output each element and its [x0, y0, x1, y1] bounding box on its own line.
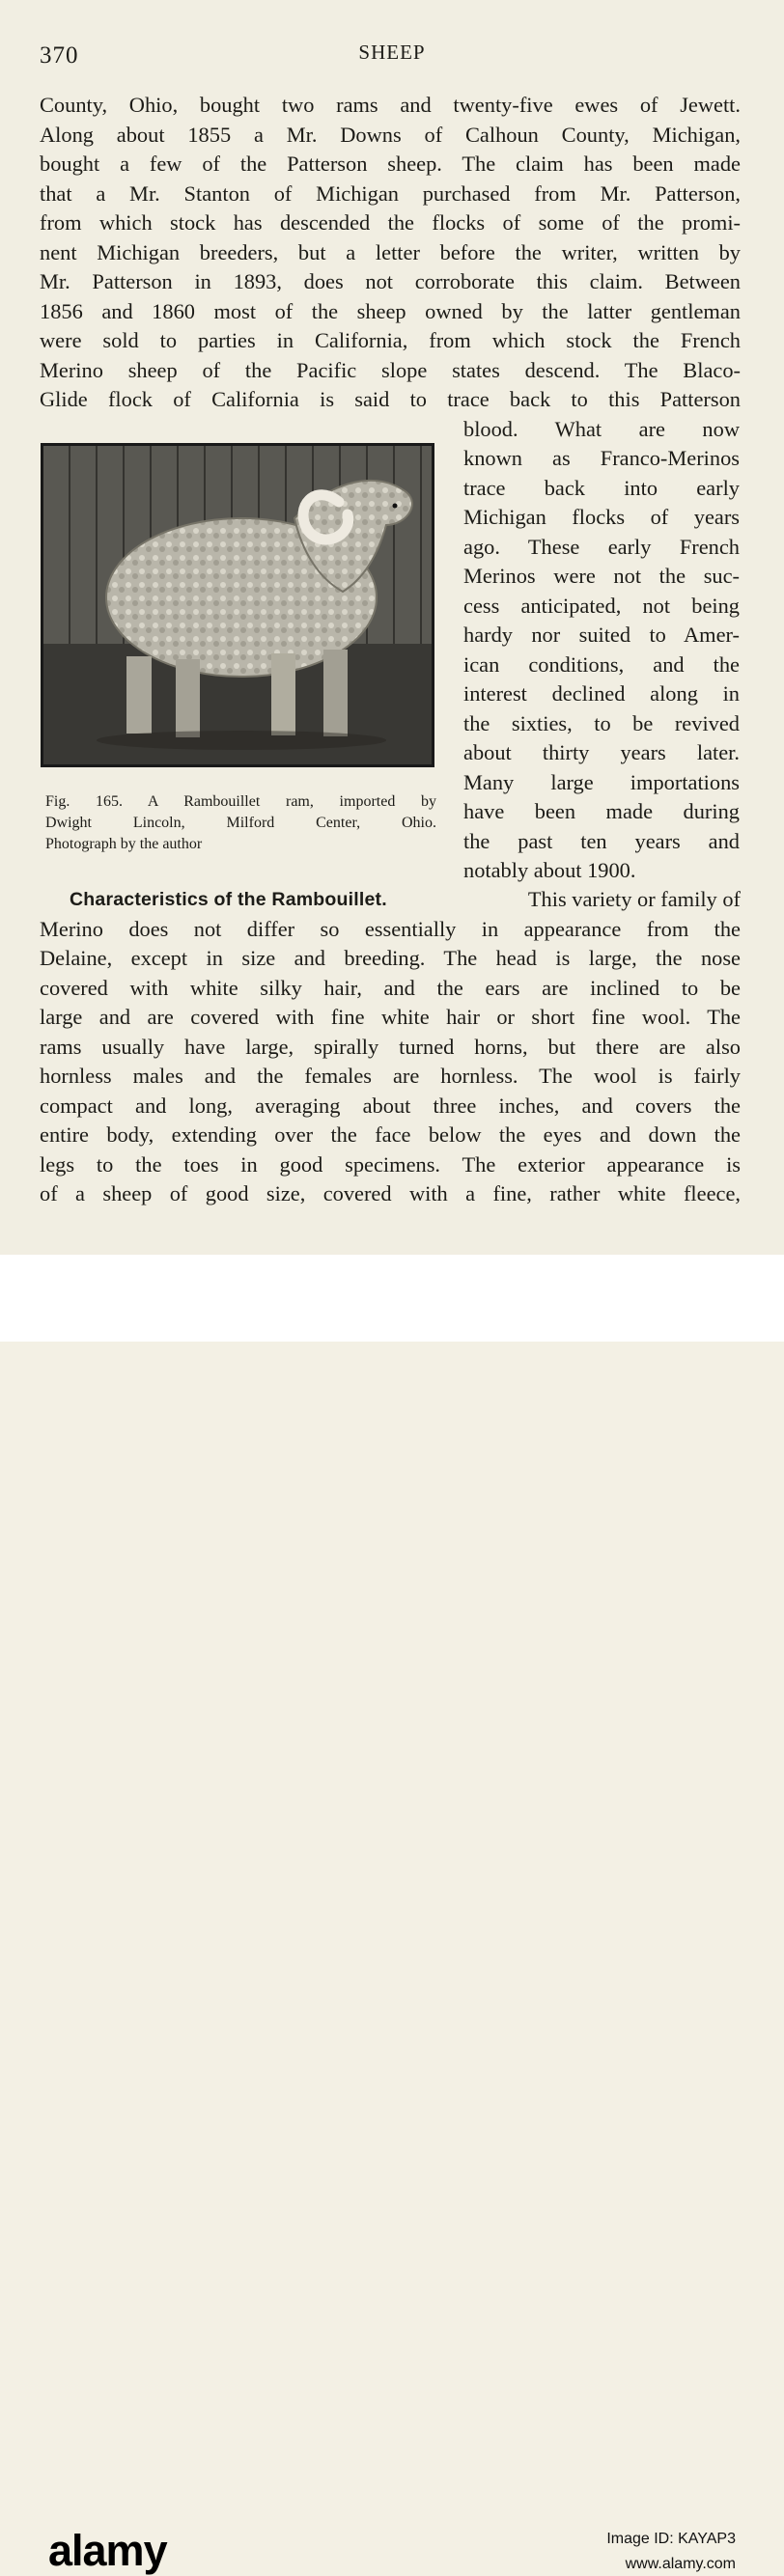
- side-column-line: known as Franco-Merinos: [463, 446, 740, 470]
- side-column-line: blood. What are now: [463, 417, 740, 441]
- body-line: of a sheep of good size, covered with a fine, rather white fleece,: [40, 1181, 741, 1205]
- body-line: legs to the toes in good specimens. The exterior appearance is: [40, 1152, 741, 1177]
- body-line: large and are covered with fine white hair or short fine wool. The: [40, 1005, 741, 1029]
- side-column-line: cess anticipated, not being: [463, 594, 740, 618]
- website-url: www.alamy.com: [625, 2556, 736, 2572]
- body-line: covered with white silky hair, and the ears are inclined to be: [40, 976, 741, 1000]
- figure-caption-line: Photograph by the author: [45, 836, 203, 852]
- body-line: rams usually have large, spirally turned horns, but there are also: [40, 1035, 741, 1059]
- side-column-line: Many large importations: [463, 770, 740, 794]
- rambouillet-ram-photograph: [41, 443, 434, 767]
- alamy-logo: alamy: [48, 2526, 167, 2575]
- section-start-line: [70, 885, 741, 914]
- body-line: entire body, extending over the face below the eyes and down the: [40, 1122, 741, 1147]
- body-line: Glide flock of California is said to trace back to this Patterson: [40, 387, 741, 411]
- figure-caption-line: Fig. 165. A Rambouillet ram, imported by: [45, 793, 436, 810]
- body-line: Merino sheep of the Pacific slope states descend. The Blaco-: [40, 358, 741, 382]
- body-line: compact and long, averaging about three inches, and covers the: [40, 1094, 741, 1118]
- body-line: 1856 and 1860 most of the sheep owned by the latter gentleman: [40, 299, 741, 323]
- stock-watermark-bar: [0, 1255, 784, 2575]
- side-column-line: the past ten years and: [463, 829, 740, 853]
- ram-photo-drawing: [43, 446, 432, 764]
- image-id: Image ID: KAYAP3: [606, 2531, 736, 2547]
- side-column-line: the sixties, to be revived: [463, 711, 740, 735]
- side-column-line: have been made during: [463, 799, 740, 823]
- body-line: nent Michigan breeders, but a letter before the writer, written by: [40, 240, 741, 264]
- figure-caption-line: Dwight Lincoln, Milford Center, Ohio.: [45, 815, 436, 831]
- side-column-line: hardy nor suited to Amer-: [463, 623, 740, 647]
- side-column-line: ican conditions, and the: [463, 652, 740, 677]
- running-head: SHEEP: [358, 41, 426, 64]
- section-heading: Characteristics of the Rambouillet.: [70, 889, 387, 910]
- body-line: Along about 1855 a Mr. Downs of Calhoun County, Michigan,: [40, 123, 741, 147]
- side-column-line: Michigan flocks of years: [463, 505, 740, 529]
- side-column-line: interest declined along in: [463, 681, 740, 706]
- body-line: Mr. Patterson in 1893, does not corroborate this claim. Between: [40, 269, 741, 293]
- side-column-line: notably about 1900.: [463, 858, 636, 882]
- section-first-text: This variety or family of: [527, 887, 741, 911]
- side-column-line: about thirty years later.: [463, 740, 740, 764]
- body-line: were sold to parties in California, from which stock the French: [40, 328, 741, 352]
- page-number: 370: [40, 42, 79, 69]
- body-line: County, Ohio, bought two rams and twenty-five ewes of Jewett.: [40, 93, 741, 117]
- body-line: hornless males and the females are hornless. The wool is fairly: [40, 1064, 741, 1088]
- body-line: bought a few of the Patterson sheep. The claim has been made: [40, 152, 741, 176]
- body-line: that a Mr. Stanton of Michigan purchased from Mr. Patterson,: [40, 181, 741, 206]
- body-line: Delaine, except in size and breeding. The head is large, the nose: [40, 946, 741, 970]
- book-page: [0, 0, 784, 1255]
- body-line: Merino does not differ so essentially in appearance from the: [40, 917, 741, 941]
- body-line: from which stock has descended the flocks of some of the promi-: [40, 210, 741, 235]
- side-column-line: ago. These early French: [463, 535, 740, 559]
- side-column-line: trace back into early: [463, 476, 740, 500]
- side-column-line: Merinos were not the suc-: [463, 564, 740, 588]
